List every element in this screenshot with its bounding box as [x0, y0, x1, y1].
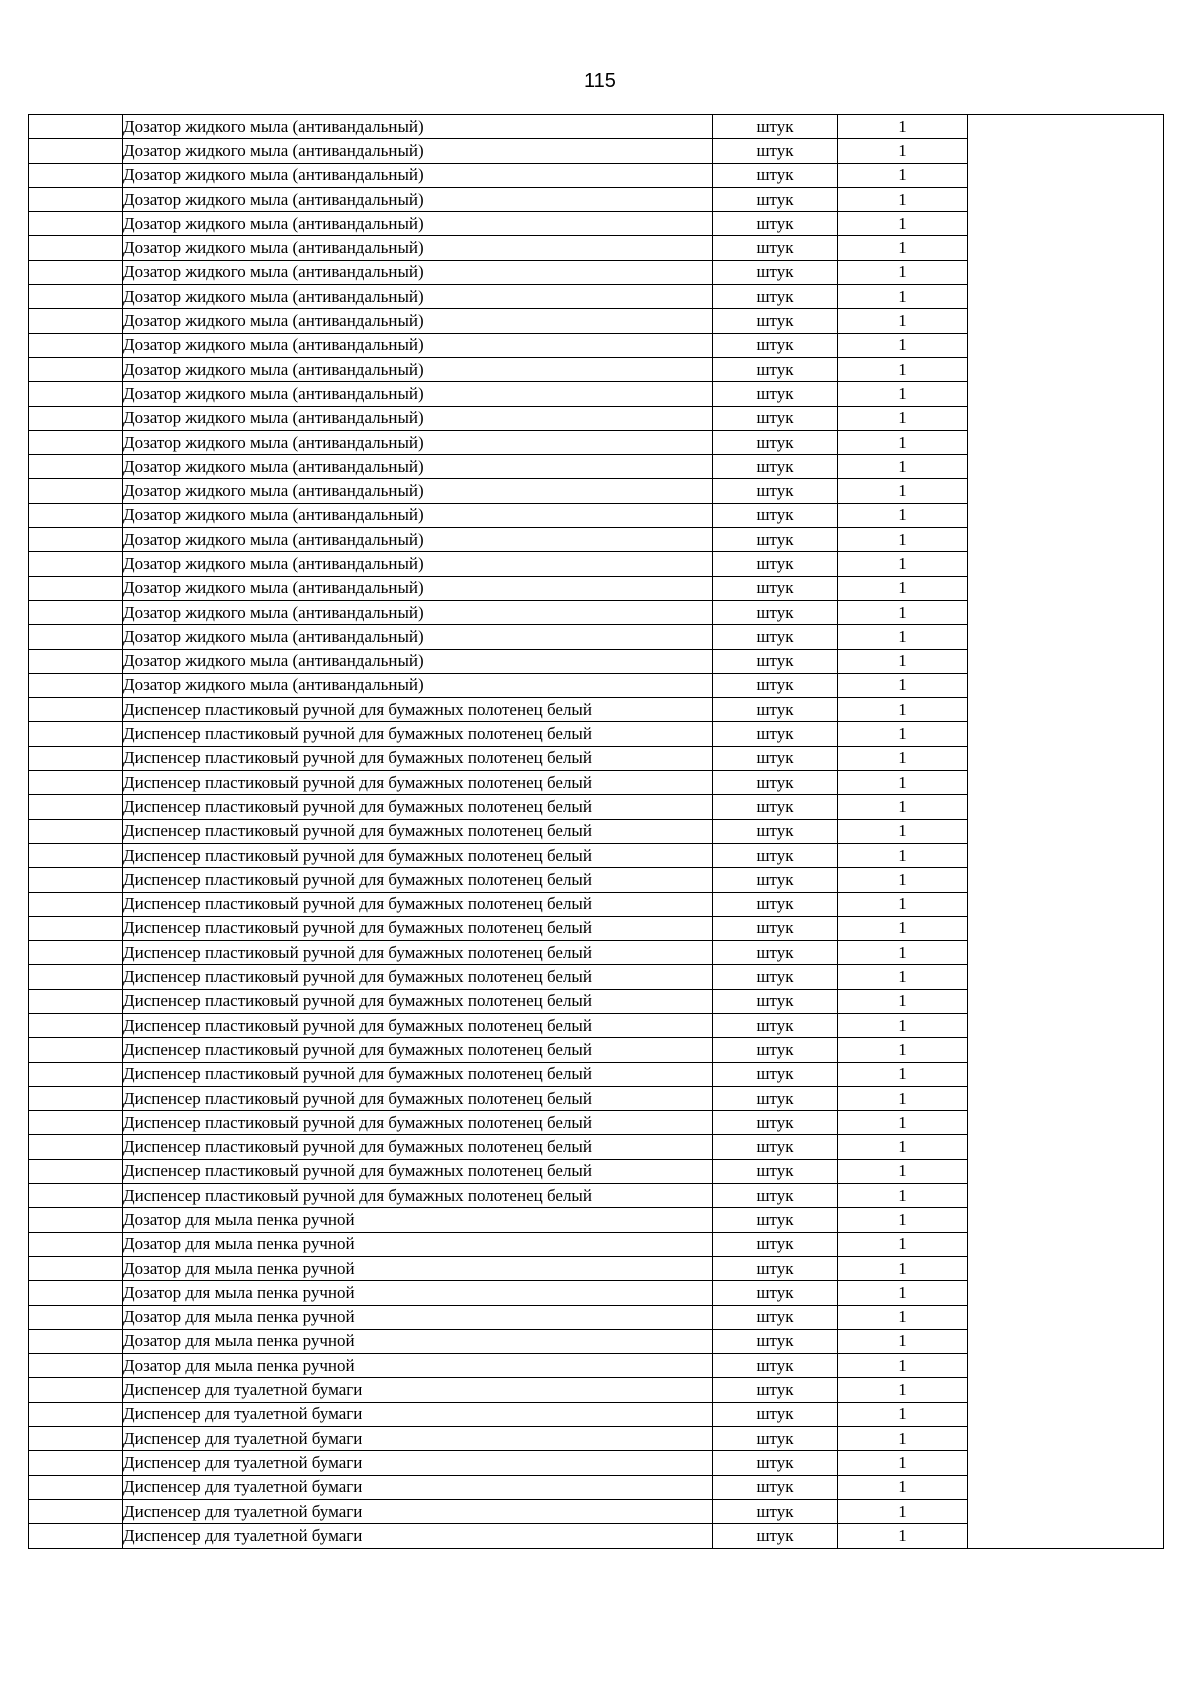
- quantity-cell: 1: [838, 1256, 968, 1280]
- unit-cell: штук: [713, 843, 838, 867]
- unit-cell: штук: [713, 916, 838, 940]
- unit-cell: штук: [713, 1427, 838, 1451]
- item-name-cell: Диспенсер пластиковый ручной для бумажных полотенец белый: [123, 843, 713, 867]
- unit-cell: штук: [713, 187, 838, 211]
- unit-cell: штук: [713, 1013, 838, 1037]
- unit-cell: штук: [713, 1305, 838, 1329]
- item-name-cell: Дозатор жидкого мыла (антивандальный): [123, 212, 713, 236]
- item-name-cell: Дозатор жидкого мыла (антивандальный): [123, 285, 713, 309]
- row-number-cell: [29, 1427, 123, 1451]
- row-number-cell: [29, 1256, 123, 1280]
- quantity-cell: 1: [838, 892, 968, 916]
- unit-cell: штук: [713, 1354, 838, 1378]
- item-name-cell: Дозатор для мыла пенка ручной: [123, 1305, 713, 1329]
- unit-cell: штук: [713, 989, 838, 1013]
- quantity-cell: 1: [838, 1281, 968, 1305]
- row-number-cell: [29, 163, 123, 187]
- quantity-cell: 1: [838, 1402, 968, 1426]
- row-number-cell: [29, 916, 123, 940]
- item-name-cell: Дозатор жидкого мыла (антивандальный): [123, 309, 713, 333]
- quantity-cell: 1: [838, 698, 968, 722]
- quantity-cell: 1: [838, 333, 968, 357]
- unit-cell: штук: [713, 892, 838, 916]
- quantity-cell: 1: [838, 406, 968, 430]
- quantity-cell: 1: [838, 1524, 968, 1548]
- row-number-cell: [29, 1159, 123, 1183]
- unit-cell: штук: [713, 285, 838, 309]
- quantity-cell: 1: [838, 989, 968, 1013]
- row-number-cell: [29, 1184, 123, 1208]
- unit-cell: штук: [713, 576, 838, 600]
- unit-cell: штук: [713, 722, 838, 746]
- unit-cell: штук: [713, 819, 838, 843]
- row-number-cell: [29, 382, 123, 406]
- row-number-cell: [29, 1475, 123, 1499]
- unit-cell: штук: [713, 625, 838, 649]
- row-number-cell: [29, 552, 123, 576]
- unit-cell: штук: [713, 115, 838, 139]
- item-name-cell: Дозатор для мыла пенка ручной: [123, 1256, 713, 1280]
- quantity-cell: 1: [838, 941, 968, 965]
- quantity-cell: 1: [838, 309, 968, 333]
- row-number-cell: [29, 868, 123, 892]
- row-number-cell: [29, 746, 123, 770]
- quantity-cell: 1: [838, 1499, 968, 1523]
- quantity-cell: 1: [838, 285, 968, 309]
- item-name-cell: Диспенсер пластиковый ручной для бумажных полотенец белый: [123, 819, 713, 843]
- quantity-cell: 1: [838, 503, 968, 527]
- item-name-cell: Дозатор для мыла пенка ручной: [123, 1208, 713, 1232]
- item-name-cell: Диспенсер пластиковый ручной для бумажных полотенец белый: [123, 1013, 713, 1037]
- row-number-cell: [29, 989, 123, 1013]
- row-number-cell: [29, 1354, 123, 1378]
- item-name-cell: Диспенсер для туалетной бумаги: [123, 1475, 713, 1499]
- quantity-cell: 1: [838, 1378, 968, 1402]
- row-number-cell: [29, 479, 123, 503]
- item-name-cell: Дозатор жидкого мыла (антивандальный): [123, 115, 713, 139]
- unit-cell: штук: [713, 1475, 838, 1499]
- quantity-cell: 1: [838, 625, 968, 649]
- item-name-cell: Диспенсер пластиковый ручной для бумажных полотенец белый: [123, 722, 713, 746]
- row-number-cell: [29, 673, 123, 697]
- quantity-cell: 1: [838, 649, 968, 673]
- row-number-cell: [29, 430, 123, 454]
- unit-cell: штук: [713, 1135, 838, 1159]
- quantity-cell: 1: [838, 1354, 968, 1378]
- quantity-cell: 1: [838, 1329, 968, 1353]
- item-name-cell: Дозатор для мыла пенка ручной: [123, 1281, 713, 1305]
- quantity-cell: 1: [838, 819, 968, 843]
- quantity-cell: 1: [838, 1305, 968, 1329]
- quantity-cell: 1: [838, 1427, 968, 1451]
- unit-cell: штук: [713, 965, 838, 989]
- item-name-cell: Диспенсер пластиковый ручной для бумажных полотенец белый: [123, 1184, 713, 1208]
- unit-cell: штук: [713, 309, 838, 333]
- row-number-cell: [29, 1402, 123, 1426]
- quantity-cell: 1: [838, 382, 968, 406]
- item-name-cell: Диспенсер пластиковый ручной для бумажных полотенец белый: [123, 1111, 713, 1135]
- item-name-cell: Дозатор жидкого мыла (антивандальный): [123, 576, 713, 600]
- quantity-cell: 1: [838, 600, 968, 624]
- item-name-cell: Диспенсер пластиковый ручной для бумажных полотенец белый: [123, 1038, 713, 1062]
- row-number-cell: [29, 212, 123, 236]
- row-number-cell: [29, 649, 123, 673]
- item-name-cell: Диспенсер для туалетной бумаги: [123, 1499, 713, 1523]
- unit-cell: штук: [713, 455, 838, 479]
- quantity-cell: 1: [838, 187, 968, 211]
- quantity-cell: 1: [838, 673, 968, 697]
- item-name-cell: Дозатор жидкого мыла (антивандальный): [123, 455, 713, 479]
- row-number-cell: [29, 1451, 123, 1475]
- row-number-cell: [29, 309, 123, 333]
- unit-cell: штук: [713, 1402, 838, 1426]
- unit-cell: штук: [713, 357, 838, 381]
- row-number-cell: [29, 1208, 123, 1232]
- row-number-cell: [29, 1281, 123, 1305]
- quantity-cell: 1: [838, 576, 968, 600]
- row-number-cell: [29, 1086, 123, 1110]
- unit-cell: штук: [713, 528, 838, 552]
- item-name-cell: Дозатор жидкого мыла (антивандальный): [123, 236, 713, 260]
- quantity-cell: 1: [838, 212, 968, 236]
- item-name-cell: Дозатор жидкого мыла (антивандальный): [123, 333, 713, 357]
- row-number-cell: [29, 892, 123, 916]
- row-number-cell: [29, 1038, 123, 1062]
- item-name-cell: Дозатор жидкого мыла (антивандальный): [123, 382, 713, 406]
- item-name-cell: Дозатор жидкого мыла (антивандальный): [123, 139, 713, 163]
- item-name-cell: Дозатор жидкого мыла (антивандальный): [123, 260, 713, 284]
- quantity-cell: 1: [838, 1086, 968, 1110]
- quantity-cell: 1: [838, 1062, 968, 1086]
- quantity-cell: 1: [838, 746, 968, 770]
- item-name-cell: Диспенсер пластиковый ручной для бумажных полотенец белый: [123, 698, 713, 722]
- row-number-cell: [29, 819, 123, 843]
- item-name-cell: Дозатор жидкого мыла (антивандальный): [123, 625, 713, 649]
- unit-cell: штук: [713, 1111, 838, 1135]
- quantity-cell: 1: [838, 795, 968, 819]
- unit-cell: штук: [713, 430, 838, 454]
- row-number-cell: [29, 1013, 123, 1037]
- item-name-cell: Диспенсер для туалетной бумаги: [123, 1524, 713, 1548]
- unit-cell: штук: [713, 941, 838, 965]
- item-name-cell: Диспенсер пластиковый ручной для бумажных полотенец белый: [123, 1086, 713, 1110]
- unit-cell: штук: [713, 600, 838, 624]
- item-name-cell: Диспенсер для туалетной бумаги: [123, 1378, 713, 1402]
- unit-cell: штук: [713, 1256, 838, 1280]
- item-name-cell: Дозатор жидкого мыла (антивандальный): [123, 649, 713, 673]
- row-number-cell: [29, 285, 123, 309]
- row-number-cell: [29, 1305, 123, 1329]
- quantity-cell: 1: [838, 1038, 968, 1062]
- page-number: 115: [584, 70, 616, 92]
- item-name-cell: Диспенсер для туалетной бумаги: [123, 1451, 713, 1475]
- row-number-cell: [29, 1135, 123, 1159]
- inventory-table: [28, 114, 1164, 1549]
- unit-cell: штук: [713, 236, 838, 260]
- row-number-cell: [29, 333, 123, 357]
- item-name-cell: Диспенсер пластиковый ручной для бумажных полотенец белый: [123, 941, 713, 965]
- quantity-cell: 1: [838, 455, 968, 479]
- row-number-cell: [29, 1378, 123, 1402]
- row-number-cell: [29, 528, 123, 552]
- unit-cell: штук: [713, 1038, 838, 1062]
- unit-cell: штук: [713, 1451, 838, 1475]
- unit-cell: штук: [713, 1062, 838, 1086]
- unit-cell: штук: [713, 552, 838, 576]
- quantity-cell: 1: [838, 163, 968, 187]
- row-number-cell: [29, 357, 123, 381]
- row-number-cell: [29, 600, 123, 624]
- row-number-cell: [29, 1111, 123, 1135]
- quantity-cell: 1: [838, 357, 968, 381]
- row-number-cell: [29, 406, 123, 430]
- item-name-cell: Дозатор для мыла пенка ручной: [123, 1329, 713, 1353]
- item-name-cell: Диспенсер пластиковый ручной для бумажных полотенец белый: [123, 965, 713, 989]
- row-number-cell: [29, 795, 123, 819]
- item-name-cell: Дозатор жидкого мыла (антивандальный): [123, 163, 713, 187]
- item-name-cell: Диспенсер пластиковый ручной для бумажных полотенец белый: [123, 892, 713, 916]
- unit-cell: штук: [713, 673, 838, 697]
- inventory-table-body: [29, 115, 1164, 1549]
- row-number-cell: [29, 1062, 123, 1086]
- item-name-cell: Диспенсер для туалетной бумаги: [123, 1402, 713, 1426]
- item-name-cell: Дозатор жидкого мыла (антивандальный): [123, 357, 713, 381]
- quantity-cell: 1: [838, 868, 968, 892]
- unit-cell: штук: [713, 698, 838, 722]
- item-name-cell: Диспенсер пластиковый ручной для бумажных полотенец белый: [123, 989, 713, 1013]
- row-number-cell: [29, 260, 123, 284]
- quantity-cell: 1: [838, 965, 968, 989]
- item-name-cell: Диспенсер пластиковый ручной для бумажных полотенец белый: [123, 1135, 713, 1159]
- quantity-cell: 1: [838, 260, 968, 284]
- unit-cell: штук: [713, 771, 838, 795]
- unit-cell: штук: [713, 163, 838, 187]
- unit-cell: штук: [713, 1499, 838, 1523]
- unit-cell: штук: [713, 1159, 838, 1183]
- row-number-cell: [29, 843, 123, 867]
- quantity-cell: 1: [838, 771, 968, 795]
- unit-cell: штук: [713, 479, 838, 503]
- unit-cell: штук: [713, 746, 838, 770]
- quantity-cell: 1: [838, 1232, 968, 1256]
- quantity-cell: 1: [838, 430, 968, 454]
- item-name-cell: Дозатор жидкого мыла (антивандальный): [123, 430, 713, 454]
- row-number-cell: [29, 698, 123, 722]
- item-name-cell: Дозатор жидкого мыла (антивандальный): [123, 503, 713, 527]
- item-name-cell: Дозатор для мыла пенка ручной: [123, 1232, 713, 1256]
- row-number-cell: [29, 1499, 123, 1523]
- quantity-cell: 1: [838, 1208, 968, 1232]
- unit-cell: штук: [713, 333, 838, 357]
- quantity-cell: 1: [838, 722, 968, 746]
- quantity-cell: 1: [838, 552, 968, 576]
- row-number-cell: [29, 1524, 123, 1548]
- quantity-cell: 1: [838, 1184, 968, 1208]
- unit-cell: штук: [713, 1086, 838, 1110]
- table-row: [29, 115, 1164, 139]
- item-name-cell: Диспенсер для туалетной бумаги: [123, 1427, 713, 1451]
- row-number-cell: [29, 455, 123, 479]
- row-number-cell: [29, 187, 123, 211]
- item-name-cell: Дозатор жидкого мыла (антивандальный): [123, 673, 713, 697]
- item-name-cell: Дозатор жидкого мыла (антивандальный): [123, 600, 713, 624]
- unit-cell: штук: [713, 1378, 838, 1402]
- row-number-cell: [29, 965, 123, 989]
- note-cell: [968, 115, 1164, 1549]
- quantity-cell: 1: [838, 916, 968, 940]
- row-number-cell: [29, 115, 123, 139]
- quantity-cell: 1: [838, 1159, 968, 1183]
- quantity-cell: 1: [838, 115, 968, 139]
- unit-cell: штук: [713, 260, 838, 284]
- item-name-cell: Дозатор жидкого мыла (антивандальный): [123, 479, 713, 503]
- item-name-cell: Диспенсер пластиковый ручной для бумажных полотенец белый: [123, 1159, 713, 1183]
- unit-cell: штук: [713, 1184, 838, 1208]
- item-name-cell: Диспенсер пластиковый ручной для бумажных полотенец белый: [123, 746, 713, 770]
- item-name-cell: Дозатор жидкого мыла (антивандальный): [123, 528, 713, 552]
- unit-cell: штук: [713, 868, 838, 892]
- item-name-cell: Диспенсер пластиковый ручной для бумажных полотенец белый: [123, 771, 713, 795]
- row-number-cell: [29, 941, 123, 965]
- item-name-cell: Дозатор для мыла пенка ручной: [123, 1354, 713, 1378]
- unit-cell: штук: [713, 1524, 838, 1548]
- item-name-cell: Дозатор жидкого мыла (антивандальный): [123, 552, 713, 576]
- quantity-cell: 1: [838, 843, 968, 867]
- row-number-cell: [29, 1329, 123, 1353]
- item-name-cell: Диспенсер пластиковый ручной для бумажных полотенец белый: [123, 916, 713, 940]
- row-number-cell: [29, 771, 123, 795]
- item-name-cell: Дозатор жидкого мыла (антивандальный): [123, 187, 713, 211]
- quantity-cell: 1: [838, 1475, 968, 1499]
- quantity-cell: 1: [838, 139, 968, 163]
- unit-cell: штук: [713, 1208, 838, 1232]
- quantity-cell: 1: [838, 236, 968, 260]
- row-number-cell: [29, 236, 123, 260]
- unit-cell: штук: [713, 139, 838, 163]
- unit-cell: штук: [713, 503, 838, 527]
- unit-cell: штук: [713, 382, 838, 406]
- unit-cell: штук: [713, 1281, 838, 1305]
- quantity-cell: 1: [838, 528, 968, 552]
- row-number-cell: [29, 139, 123, 163]
- item-name-cell: Дозатор жидкого мыла (антивандальный): [123, 406, 713, 430]
- unit-cell: штук: [713, 212, 838, 236]
- quantity-cell: 1: [838, 1451, 968, 1475]
- row-number-cell: [29, 503, 123, 527]
- unit-cell: штук: [713, 1329, 838, 1353]
- row-number-cell: [29, 625, 123, 649]
- unit-cell: штук: [713, 649, 838, 673]
- item-name-cell: Диспенсер пластиковый ручной для бумажных полотенец белый: [123, 868, 713, 892]
- row-number-cell: [29, 722, 123, 746]
- quantity-cell: 1: [838, 479, 968, 503]
- row-number-cell: [29, 576, 123, 600]
- quantity-cell: 1: [838, 1013, 968, 1037]
- row-number-cell: [29, 1232, 123, 1256]
- unit-cell: штук: [713, 795, 838, 819]
- quantity-cell: 1: [838, 1111, 968, 1135]
- unit-cell: штук: [713, 406, 838, 430]
- item-name-cell: Диспенсер пластиковый ручной для бумажных полотенец белый: [123, 1062, 713, 1086]
- item-name-cell: Диспенсер пластиковый ручной для бумажных полотенец белый: [123, 795, 713, 819]
- quantity-cell: 1: [838, 1135, 968, 1159]
- unit-cell: штук: [713, 1232, 838, 1256]
